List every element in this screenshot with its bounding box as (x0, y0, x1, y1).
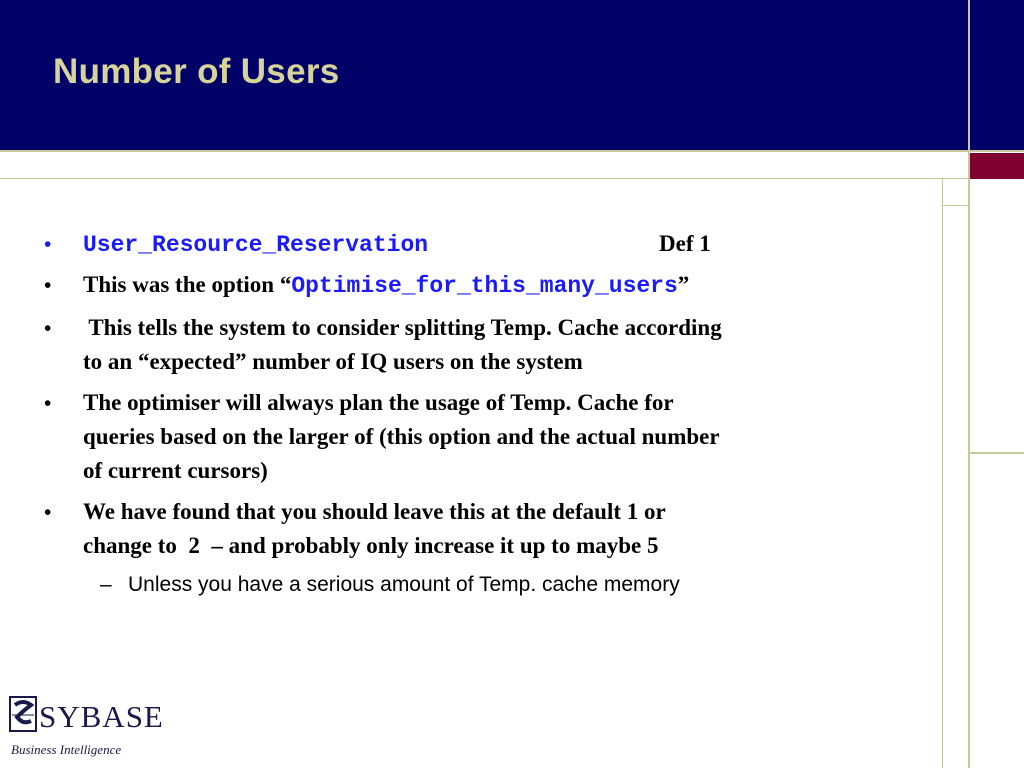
header-rule (0, 150, 1024, 152)
bullet-dot: • (44, 316, 52, 340)
bullet-line: of current cursors) (83, 458, 268, 483)
sub-bullet-dash: – (100, 573, 112, 596)
bullet-line: We have found that you should leave this at the default 1 or (83, 499, 666, 524)
bullet-line: The optimiser will always plan the usage of Temp. Cache for (83, 390, 674, 415)
header-side-block (970, 0, 1024, 150)
bullet-dot: • (44, 500, 52, 524)
bullet-dot: • (44, 232, 52, 256)
bullet-prefix: This was the option “ (83, 272, 292, 297)
bullet-line: to an “expected” number of IQ users on the system (83, 349, 583, 374)
logo-brand: SYBASE (39, 699, 164, 734)
bullet-text (83, 268, 883, 303)
bullet-suffix: ” (677, 272, 690, 297)
default-value: Def 1 (659, 231, 711, 256)
bullet-text (83, 495, 883, 563)
code-user-resource-reservation: User_Resource_Reservation (83, 232, 429, 258)
side-rule-2 (970, 452, 1024, 454)
sybase-logo (9, 695, 164, 761)
code-optimise-option: Optimise_for_this_many_users (291, 273, 678, 299)
slide-header (0, 0, 968, 150)
content-top-rule (0, 178, 968, 179)
bullet-dot: • (44, 391, 52, 415)
bullet-line: change to 2 – and probably only increase it up to maybe 5 (83, 533, 659, 558)
right-border-line (968, 0, 970, 768)
bullet-text (83, 311, 883, 379)
bullet-text (83, 227, 883, 262)
sub-bullet-text: Unless you have a serious amount of Temp. cache memory (128, 573, 680, 596)
bullet-line: This tells the system to consider splitting Temp. Cache according (83, 315, 722, 340)
slide-title: Number of Users (53, 52, 340, 91)
logo-tagline: Business Intelligence (11, 742, 122, 757)
inner-right-line (942, 179, 943, 768)
bullet-line: queries based on the larger of (this option and the actual number (83, 424, 720, 449)
accent-block (970, 153, 1024, 179)
side-rule-1 (942, 205, 969, 206)
bullet-text (83, 386, 883, 488)
bullet-dot: • (44, 273, 52, 297)
